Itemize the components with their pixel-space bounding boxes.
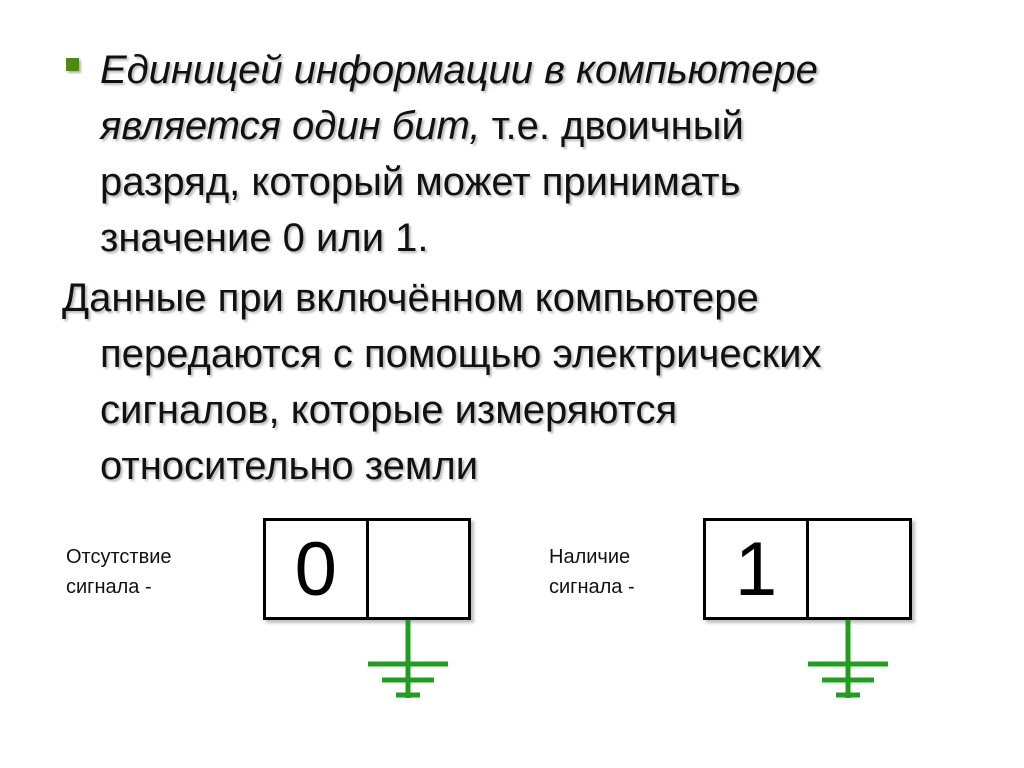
bit-box-zero <box>263 518 471 620</box>
bit-box-one <box>703 518 912 620</box>
bit-cell-empty <box>806 521 909 617</box>
line-3: разряд, который может принимать <box>100 160 741 204</box>
para2-line-3: сигналов, которые измеряются <box>100 388 678 432</box>
line-4: значение 0 или 1. <box>100 216 429 260</box>
bullet-paragraph <box>100 42 1000 266</box>
ground-symbol-icon <box>366 620 450 700</box>
signal-present-label-line-1: Наличие <box>549 546 631 568</box>
para2-line-2: передаются с помощью электрических <box>100 332 822 376</box>
no-signal-label <box>66 542 172 602</box>
signal-present-label-line-2: сигнала - <box>549 576 635 598</box>
bit-cell-empty <box>366 521 469 617</box>
second-paragraph <box>62 270 1020 494</box>
ground-symbol-icon <box>806 620 890 700</box>
signal-present-label <box>549 542 635 602</box>
para2-line-1: Данные при включённом компьютере <box>62 276 759 320</box>
line-2-rest: т.е. двоичный <box>480 104 744 148</box>
italic-line-1: Единицей информации в компьютере <box>100 48 818 92</box>
square-bullet-icon <box>66 58 79 71</box>
bit-cell-value: 1 <box>734 526 778 612</box>
para2-line-4: относительно земли <box>100 444 479 488</box>
no-signal-label-line-1: Отсутствие <box>66 546 172 568</box>
bit-cell-value: 0 <box>294 526 337 612</box>
no-signal-label-line-2: сигнала - <box>66 576 152 598</box>
italic-line-2: является один бит, <box>100 104 481 148</box>
